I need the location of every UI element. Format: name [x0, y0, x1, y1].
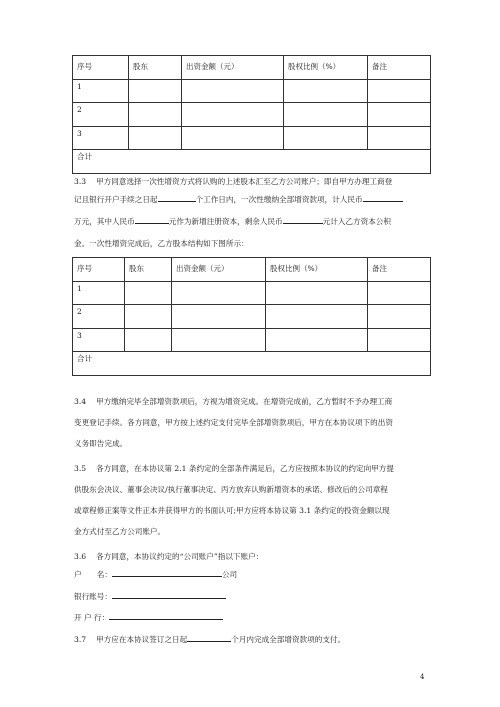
clause-text: 元作为新增注册资本，剩余人民币 [168, 217, 283, 226]
clause-3-5-line-2: 供股东会决议、董事会决议/执行董事决定、丙方放弃认购新增资本的承诺、修改后的公司章程 [74, 485, 388, 494]
header-cell: 备注 [368, 56, 431, 80]
table-cell [125, 281, 172, 305]
table-cell: 2 [73, 305, 125, 329]
header-cell: 股东 [129, 56, 182, 80]
header-cell: 序号 [73, 258, 125, 282]
account-name-suffix: 公司 [221, 570, 238, 579]
blank-total-amount-field[interactable] [363, 194, 403, 202]
table-cell [129, 103, 182, 127]
clause-text: 记且银行开户手续之日起 [74, 195, 158, 204]
clause-3-3-line-2 [74, 194, 403, 205]
table-header-row [73, 258, 431, 282]
header-cell: 序号 [73, 56, 129, 80]
bank-line [74, 612, 223, 623]
shareholding-table-before [72, 55, 431, 174]
account-name-line [74, 569, 237, 580]
table-total-row [73, 352, 431, 376]
clause-3-3-line-4: 金。一次性增资完成后，乙方股本结构如下图所示： [74, 239, 249, 248]
table-cell [182, 79, 284, 103]
table-cell [125, 328, 172, 352]
account-name-label: 户 名： [74, 570, 112, 579]
shareholding-table-after [72, 257, 431, 376]
table-cell [368, 79, 431, 103]
table-row [73, 328, 431, 352]
table-cell [284, 79, 368, 103]
table-cell [266, 281, 368, 305]
clause-text: 元计入乙方资本公积 [322, 217, 391, 226]
clause-3-5-line-3: 或章程修正案等文件正本并获得甲方的书面认可;甲方应将本协议第 3.1 条约定的投资金额以现 [74, 506, 390, 515]
clause-3-7-line-1 [74, 634, 345, 645]
total-label: 合计 [73, 352, 431, 376]
account-number-label: 银行账号： [74, 592, 112, 601]
bank-field[interactable] [109, 612, 223, 620]
clause-3-5-line-4: 金方式付至乙方公司账户。 [74, 527, 166, 536]
table-cell [129, 79, 182, 103]
header-cell: 股权比例（%） [284, 56, 368, 80]
account-name-field[interactable] [112, 569, 222, 577]
page-number: 4 [420, 673, 425, 681]
table-cell [368, 103, 431, 127]
account-number-line [74, 591, 226, 602]
table-cell [129, 126, 182, 150]
clause-3-3-line-3 [74, 216, 391, 227]
table-cell [266, 328, 368, 352]
header-cell: 股东 [125, 258, 172, 282]
table-cell [172, 305, 266, 329]
clause-text: 3.7 甲方应在本协议签订之日起 [74, 635, 188, 644]
table-header-row [73, 56, 431, 80]
header-cell: 出资金额（元） [172, 258, 266, 282]
table-cell [182, 103, 284, 127]
table-cell [368, 328, 431, 352]
table-total-row [73, 150, 431, 174]
blank-months-field[interactable] [187, 634, 231, 642]
table-cell [125, 305, 172, 329]
table-row [73, 79, 431, 103]
blank-registered-capital-field[interactable] [135, 216, 169, 224]
table-cell [172, 281, 266, 305]
table-cell [368, 305, 431, 329]
account-number-field[interactable] [112, 591, 226, 599]
clause-3-4-line-2: 变更登记手续。各方同意，甲方按上述约定支付完毕全部增资款项后，甲方在本协议项下的出资 [74, 418, 393, 427]
clause-text: 个月内完成全部增资款项的支付。 [231, 635, 346, 644]
table-row [73, 281, 431, 305]
clause-3-3-line-1: 3.3 甲方同意选择一次性增资方式将认购的上述股本汇至乙方公司账户；即自甲方办理工商登 [74, 177, 393, 186]
table-cell: 2 [73, 103, 129, 127]
table-cell [368, 126, 431, 150]
header-cell: 出资金额（元） [182, 56, 284, 80]
blank-days-field[interactable] [158, 194, 196, 202]
clause-text: 个工作日内，一次性缴纳全部增资款项，计人民币 [195, 195, 363, 204]
clause-3-4-line-1: 3.4 甲方缴纳完毕全部增资款项后，方视为增资完成。在增资完成前，乙方暂时不予办理工商 [74, 397, 393, 406]
clause-3-5-line-1: 3.5 各方同意，在本协议第 2.1 条约定的全部条件满足后，乙方应按照本协议的约定向甲方提 [74, 464, 394, 473]
total-label: 合计 [73, 150, 431, 174]
table-cell [368, 281, 431, 305]
clause-3-6-line-1: 3.6 各方同意，本协议约定的“公司账户”指以下账户： [74, 552, 264, 561]
table-row [73, 126, 431, 150]
table-cell [284, 103, 368, 127]
table-cell [172, 328, 266, 352]
table-cell [284, 126, 368, 150]
clause-text: 万元，其中人民币 [74, 217, 135, 226]
table-row [73, 103, 431, 127]
blank-capital-reserve-field[interactable] [283, 216, 323, 224]
table-cell: 3 [73, 328, 125, 352]
bank-label: 开 户 行： [74, 613, 110, 622]
clause-3-4-line-3: 义务即告完成。 [74, 439, 128, 448]
header-cell: 股权比例（%） [266, 258, 368, 282]
table-cell: 1 [73, 79, 129, 103]
table-cell [182, 126, 284, 150]
table-cell [266, 305, 368, 329]
table-cell: 1 [73, 281, 125, 305]
table-row [73, 305, 431, 329]
header-cell: 备注 [368, 258, 431, 282]
table-cell: 3 [73, 126, 129, 150]
